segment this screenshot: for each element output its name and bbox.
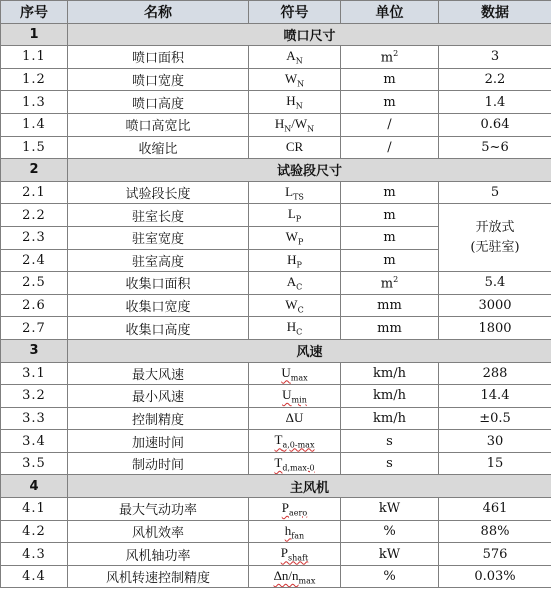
symbol-text	[287, 275, 303, 290]
row-seq: 4.2	[1, 520, 68, 543]
section-row	[1, 159, 551, 182]
symbol-sub: P	[297, 237, 304, 247]
unit-main: m	[383, 94, 396, 110]
row-seq: 1.2	[1, 68, 68, 91]
unit-sup: 2	[393, 274, 399, 284]
header-value: 数据	[439, 1, 551, 24]
symbol-main: U	[282, 387, 292, 403]
row-unit	[341, 226, 439, 249]
row-unit	[341, 181, 439, 204]
row-seq: 2.5	[1, 272, 68, 295]
row-unit	[341, 204, 439, 227]
table-row	[1, 317, 551, 340]
unit-main: m	[383, 252, 396, 268]
symbol-text	[286, 230, 304, 245]
unit-main: km/h	[373, 365, 406, 381]
row-symbol	[249, 113, 341, 136]
symbol-main: H	[286, 93, 296, 109]
row-symbol	[249, 407, 341, 430]
row-seq: 2.7	[1, 317, 68, 340]
section-row	[1, 339, 551, 362]
row-seq: 2.6	[1, 294, 68, 317]
row-seq: 2.1	[1, 181, 68, 204]
symbol-sub: a,0-max	[282, 440, 315, 450]
row-symbol	[249, 249, 341, 272]
symbol-main: L	[285, 183, 294, 199]
symbol-text	[275, 117, 314, 132]
symbol-text	[282, 388, 307, 403]
row-value: 5~6	[439, 136, 551, 159]
row-seq: 1.3	[1, 91, 68, 114]
row-symbol	[249, 565, 341, 588]
table-row	[1, 362, 551, 385]
symbol-text	[282, 501, 307, 516]
symbol-main: h	[284, 522, 292, 538]
table-row	[1, 91, 551, 114]
row-unit	[341, 498, 439, 521]
row-unit	[341, 407, 439, 430]
row-name: 收集口高度	[68, 317, 249, 340]
symbol-text	[288, 207, 301, 222]
row-symbol	[249, 46, 341, 69]
row-symbol	[249, 362, 341, 385]
row-symbol	[249, 385, 341, 408]
table-row	[1, 452, 551, 475]
merged-value-cell	[439, 204, 551, 272]
symbol-main: H	[287, 251, 297, 267]
unit-main: m	[380, 50, 394, 66]
symbol-text	[274, 569, 316, 584]
row-name: 最小风速	[68, 385, 249, 408]
row-unit	[341, 113, 439, 136]
row-value: 3000	[439, 294, 551, 317]
row-value: 5.4	[439, 272, 551, 295]
row-unit	[341, 565, 439, 588]
symbol-main: T	[274, 432, 283, 448]
row-symbol	[249, 136, 341, 159]
table-row	[1, 543, 551, 566]
symbol-sub: min	[291, 395, 307, 405]
table-row	[1, 498, 551, 521]
table-row	[1, 136, 551, 159]
row-unit	[341, 520, 439, 543]
row-unit	[341, 46, 439, 69]
symbol-main: CR	[285, 139, 304, 155]
symbol-text	[285, 298, 303, 313]
row-value: 1800	[439, 317, 551, 340]
row-value: 5	[439, 181, 551, 204]
row-seq: 1.4	[1, 113, 68, 136]
symbol-sub: shaft	[288, 553, 309, 563]
unit-main: /	[387, 139, 392, 155]
merged-value-line1: 开放式	[475, 219, 515, 235]
row-seq: 3.3	[1, 407, 68, 430]
section-id: 3	[1, 339, 68, 362]
table-row	[1, 430, 551, 453]
row-unit	[341, 385, 439, 408]
symbol-sub: max	[298, 576, 316, 586]
row-seq: 4.3	[1, 543, 68, 566]
unit-main: /	[387, 117, 392, 133]
row-symbol	[249, 91, 341, 114]
unit-main: m	[383, 185, 396, 201]
symbol-text	[281, 366, 307, 381]
unit-main: km/h	[373, 388, 406, 404]
unit-main: mm	[377, 298, 402, 314]
symbol-text	[287, 320, 303, 335]
row-value: 576	[439, 543, 551, 566]
symbol-text	[286, 411, 304, 426]
unit-main: %	[383, 569, 396, 585]
table-row	[1, 520, 551, 543]
symbol-sub: N	[295, 56, 303, 66]
row-unit	[341, 272, 439, 295]
row-unit	[341, 249, 439, 272]
unit-main: m	[380, 276, 394, 292]
unit-main: m	[383, 207, 396, 223]
symbol-sub: P	[296, 260, 302, 270]
row-seq: 4.4	[1, 565, 68, 588]
header-seq: 序号	[1, 1, 68, 24]
symbol-main: P	[280, 545, 289, 561]
symbol-main: ΔU	[285, 410, 304, 426]
row-name: 驻室宽度	[68, 226, 249, 249]
row-name: 风机转速控制精度	[68, 565, 249, 588]
row-unit	[341, 317, 439, 340]
section-row	[1, 23, 551, 46]
row-name: 喷口高度	[68, 91, 249, 114]
symbol-sub: C	[296, 327, 303, 337]
table-row	[1, 407, 551, 430]
row-unit	[341, 543, 439, 566]
row-name: 制动时间	[68, 452, 249, 475]
symbol-main: W	[285, 228, 298, 244]
row-value: 2.2	[439, 68, 551, 91]
symbol-sub: P	[295, 214, 302, 224]
symbol-sub: C	[297, 305, 304, 315]
header-name: 名称	[68, 1, 249, 24]
symbol-text	[286, 94, 302, 109]
unit-main: %	[383, 523, 396, 539]
symbol-text	[285, 72, 304, 87]
row-value: 0.64	[439, 113, 551, 136]
row-symbol	[249, 294, 341, 317]
row-symbol	[249, 498, 341, 521]
symbol-text	[274, 456, 314, 471]
unit-main: s	[386, 433, 393, 449]
header-row	[1, 1, 551, 24]
row-unit	[341, 68, 439, 91]
section-title: 试验段尺寸	[68, 159, 551, 182]
row-value: 88%	[439, 520, 551, 543]
symbol-tail: /W	[291, 115, 308, 131]
row-seq: 4.1	[1, 498, 68, 521]
row-symbol	[249, 430, 341, 453]
table-row	[1, 565, 551, 588]
row-name: 控制精度	[68, 407, 249, 430]
section-title: 主风机	[68, 475, 551, 498]
row-seq: 3.1	[1, 362, 68, 385]
row-seq: 3.4	[1, 430, 68, 453]
unit-main: m	[383, 72, 396, 88]
table-row	[1, 385, 551, 408]
symbol-main: L	[287, 206, 296, 222]
unit-main: s	[386, 456, 393, 472]
row-value: 14.4	[439, 385, 551, 408]
row-value: 288	[439, 362, 551, 385]
symbol-sub: N	[284, 124, 292, 134]
symbol-sub: fan	[291, 531, 305, 541]
section-id: 4	[1, 475, 68, 498]
header-symbol: 符号	[249, 1, 341, 24]
table-row	[1, 272, 551, 295]
symbol-text	[286, 49, 302, 64]
table-row	[1, 113, 551, 136]
section-id: 2	[1, 159, 68, 182]
symbol-sub: d,max-0	[282, 463, 315, 473]
symbol-text	[287, 253, 302, 268]
symbol-main: A	[286, 274, 297, 290]
symbol-main: W	[284, 70, 298, 86]
row-name: 喷口高宽比	[68, 113, 249, 136]
row-symbol	[249, 520, 341, 543]
row-symbol	[249, 204, 341, 227]
row-unit	[341, 452, 439, 475]
section-title: 喷口尺寸	[68, 23, 551, 46]
symbol-sub: max	[290, 373, 308, 383]
symbol-main: A	[286, 48, 296, 64]
row-value: 3	[439, 46, 551, 69]
symbol-sub: N	[295, 101, 303, 111]
symbol-text	[281, 546, 308, 561]
row-name: 收集口面积	[68, 272, 249, 295]
row-name: 收缩比	[68, 136, 249, 159]
row-seq: 2.3	[1, 226, 68, 249]
row-seq: 1.1	[1, 46, 68, 69]
symbol-text	[285, 185, 304, 200]
symbol-main: W	[285, 296, 298, 312]
symbol-sub: N	[297, 79, 305, 89]
unit-main: km/h	[373, 410, 406, 426]
row-value: 1.4	[439, 91, 551, 114]
table-row	[1, 68, 551, 91]
table-row	[1, 294, 551, 317]
row-unit	[341, 430, 439, 453]
row-symbol	[249, 68, 341, 91]
row-unit	[341, 294, 439, 317]
row-name: 风机轴功率	[68, 543, 249, 566]
section-id: 1	[1, 23, 68, 46]
row-name: 试验段长度	[68, 181, 249, 204]
row-symbol	[249, 272, 341, 295]
row-symbol	[249, 543, 341, 566]
symbol-sub2: N	[307, 124, 315, 134]
row-unit	[341, 91, 439, 114]
row-unit	[341, 136, 439, 159]
unit-main: kW	[378, 501, 401, 517]
symbol-sub: TS	[293, 192, 304, 202]
row-name: 最大风速	[68, 362, 249, 385]
symbol-main: P	[281, 500, 290, 516]
symbol-sub: C	[296, 282, 303, 292]
row-name: 最大气动功率	[68, 498, 249, 521]
row-seq: 3.2	[1, 385, 68, 408]
table-row	[1, 181, 551, 204]
row-seq: 1.5	[1, 136, 68, 159]
symbol-main: Δn/n	[273, 567, 299, 583]
header-unit: 单位	[341, 1, 439, 24]
symbol-main: H	[274, 115, 285, 131]
row-name: 喷口宽度	[68, 68, 249, 91]
symbol-main: H	[286, 319, 297, 335]
symbol-text	[275, 433, 315, 448]
merged-value-line2: (无驻室)	[470, 239, 520, 255]
row-name: 驻室长度	[68, 204, 249, 227]
row-value: 15	[439, 452, 551, 475]
row-seq: 3.5	[1, 452, 68, 475]
row-symbol	[249, 181, 341, 204]
row-name: 喷口面积	[68, 46, 249, 69]
row-seq: 2.2	[1, 204, 68, 227]
row-symbol	[249, 452, 341, 475]
section-row	[1, 475, 551, 498]
row-name: 加速时间	[68, 430, 249, 453]
table-row	[1, 46, 551, 69]
row-value: 461	[439, 498, 551, 521]
row-value: 30	[439, 430, 551, 453]
row-symbol	[249, 317, 341, 340]
symbol-text	[285, 524, 304, 539]
table-row	[1, 204, 551, 227]
unit-main: m	[383, 230, 396, 246]
row-name: 驻室高度	[68, 249, 249, 272]
row-value: 0.03%	[439, 565, 551, 588]
symbol-main: T	[274, 454, 283, 470]
symbol-main: U	[281, 364, 291, 380]
symbol-text	[286, 140, 303, 155]
row-name: 风机效率	[68, 520, 249, 543]
row-seq: 2.4	[1, 249, 68, 272]
unit-main: kW	[378, 546, 401, 562]
row-unit	[341, 362, 439, 385]
unit-main: mm	[377, 320, 402, 336]
section-title: 风速	[68, 339, 551, 362]
unit-sup: 2	[393, 48, 399, 58]
row-value: ±0.5	[439, 407, 551, 430]
symbol-sub: aero	[289, 508, 308, 518]
row-symbol	[249, 226, 341, 249]
row-name: 收集口宽度	[68, 294, 249, 317]
